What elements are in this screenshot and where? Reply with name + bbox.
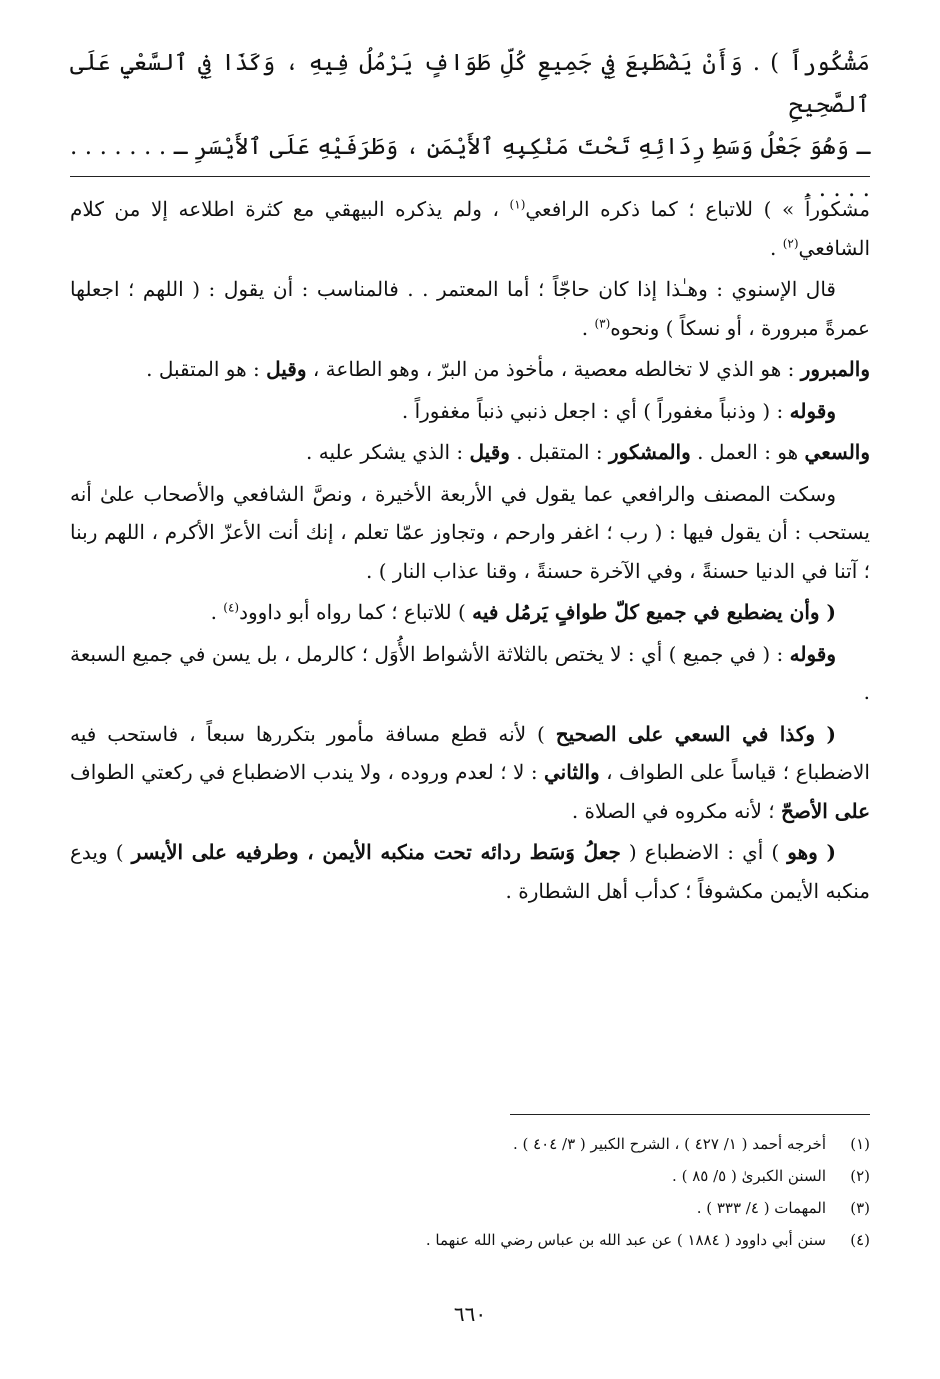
commentary-text: : هو المتقبل . [146, 357, 267, 381]
commentary-text: ) أي : الاضطباع ( [620, 840, 788, 864]
commentary-paragraph [70, 270, 870, 347]
footnote-separator [510, 1114, 870, 1115]
commentary-text: : لا ؛ لعدم وروده ، ولا يندب الاضطباع في ركعتي الطواف [70, 760, 545, 784]
footnote-text: سنن أبي داوود ( ١٨٨٤ ) عن عبد الله بن عباس رضي الله عنهما . [425, 1231, 826, 1249]
footnote-ref: (٤) [223, 600, 240, 615]
keyword: وقيل [469, 440, 510, 464]
commentary-text: قال الإسنوي : وهـٰذا إذا كان حاجّاً ؛ أما المعتمر . . فالمناسب : أن يقول : ( اللهم ؛ اجعلها عمرةً مبرورة ، أو نسكاً ) ونحوه [70, 277, 870, 340]
commentary-text: ) لأنه قطع مسافة مأمور بتكررها سبعاً ، فاستحب فيه الاضطباع ؛ قياساً على الطواف ، [70, 721, 870, 784]
commentary-text: : الذي يشكر عليه . [306, 440, 470, 464]
commentary-paragraph [70, 635, 870, 712]
commentary-text: : ( وذنباً مغفوراً ) أي : اجعل ذنبي ذنباً مغفوراً . [401, 398, 790, 423]
commentary-paragraph [70, 833, 870, 910]
page-number: ٦٦٠ [453, 1302, 487, 1326]
keyword: ( وأن يضطبع في جميع كلّ طوافٍ يَرمُل فيه [472, 600, 836, 624]
commentary-text: : ( في جميع ) أي : لا يختص بالثلاثة الأشواط الأُوَل ؛ كالرمل ، بل يسن في جميع السبعة . [70, 641, 870, 704]
commentary-text: ) للاتباع ؛ كما رواه أبو داوود [239, 600, 473, 624]
footnote-number: (٤) [850, 1231, 870, 1249]
keyword: وقوله [789, 641, 836, 666]
keyword: ( وكذا في السعي على الصحيح [555, 721, 836, 746]
keyword: والثاني [544, 760, 600, 784]
keyword: على الأصحّ [780, 798, 870, 823]
footnote-number: (٢) [850, 1167, 870, 1185]
commentary-text: هو : العمل . [690, 440, 805, 464]
keyword: والمشكور [609, 440, 691, 464]
footnote-ref: (٣) [594, 315, 611, 330]
main-text-line: مَشْكُوراً ) . وَأَنْ يَضْطَبِعَ فِي جَمِيعِ كُلِّ طَوَافٍ يَرْمُلُ فِيهِ ، وَكَذَا فِي ٱلسَّعْيِ عَلَى ٱلصَّحِيحِ [70, 50, 870, 118]
keyword: وقوله [789, 398, 836, 423]
commentary-block [70, 190, 870, 913]
commentary-text: مشكوراً » ) للاتباع ؛ كما ذكره الرافعي [525, 197, 870, 221]
footnote-ref: (٢) [782, 235, 799, 250]
main-text-line: ـ وَهُوَ جَعْلُ وَسَطِ رِدَائِهِ تَحْتَ مَنْكِبِهِ ٱلأَيْمَنِ ، وَطَرَفَيْهِ عَلَى ٱلأَيْسَرِ ـ . . . . . . . . . . . . [70, 134, 870, 202]
commentary-paragraph [70, 392, 870, 431]
commentary-paragraph [70, 715, 870, 831]
commentary-paragraph: وسكت المصنف والرافعي عما يقول في الأربعة الأخيرة ، ونصَّ الشافعي والأصحاب علىٰ أنه يستحب : أن يقول فيها : ( رب ؛ اغفر وارحم ، وتجاوز عمّا تعلم ، إنك أنت الأعزّ الأكرم ، اللهم ربنا ؛ آتنا في الدنيا حسنةً ، وفي الآخرة حسنةً ، وقنا عذاب النار ) . [70, 481, 870, 583]
footnote-text: السنن الكبرىٰ ( ٥/ ٨٥ ) . [672, 1167, 826, 1185]
separator-rule [70, 176, 870, 177]
commentary-text: : المتقبل . [509, 440, 609, 464]
commentary-text: . [769, 235, 783, 260]
keyword: والسعي [804, 440, 870, 464]
footnote [70, 1192, 870, 1224]
commentary-paragraph [70, 190, 870, 267]
keyword: والمبرور [800, 357, 870, 381]
commentary-text: ) ويدع منكبه الأيمن مكشوفاً ؛ كدأب أهل الشطارة . [70, 840, 870, 903]
footnote-text: المهمات ( ٤/ ٣٣٣ ) . [696, 1199, 826, 1217]
commentary-text: . [581, 315, 595, 340]
keyword: جعلُ وَسَط ردائه تحت منكبه الأيمن ، وطرفيه على الأيسر [131, 840, 621, 864]
commentary-text: ، ولم يذكره البيهقي مع كثرة اطلاعه إلا من كلام الشافعي [70, 197, 870, 260]
keyword: ( وهو [787, 840, 836, 864]
commentary-text: : هو الذي لا تخالطه معصية ، مأخوذ من البرّ ، وهو الطاعة ، [306, 357, 801, 381]
footnote [70, 1160, 870, 1192]
keyword: وقيل [266, 357, 307, 381]
footnotes-block [70, 1128, 870, 1256]
commentary-paragraph [70, 350, 870, 389]
footnote [70, 1128, 870, 1160]
commentary-text: . [210, 600, 224, 624]
main-text-block [70, 42, 870, 210]
footnote-number: (٣) [850, 1199, 870, 1217]
commentary-text: ؛ لأنه مكروه في الصلاة . [571, 798, 781, 823]
footnote [70, 1224, 870, 1256]
commentary-paragraph [70, 593, 870, 632]
footnote-number: (١) [850, 1135, 870, 1153]
footnote-ref: (١) [509, 197, 526, 212]
footnote-text: أخرجه أحمد ( ١/ ٤٢٧ ) ، الشرح الكبير ( ٣/ ٤٠٤ ) . [512, 1135, 826, 1153]
commentary-paragraph [70, 433, 870, 472]
